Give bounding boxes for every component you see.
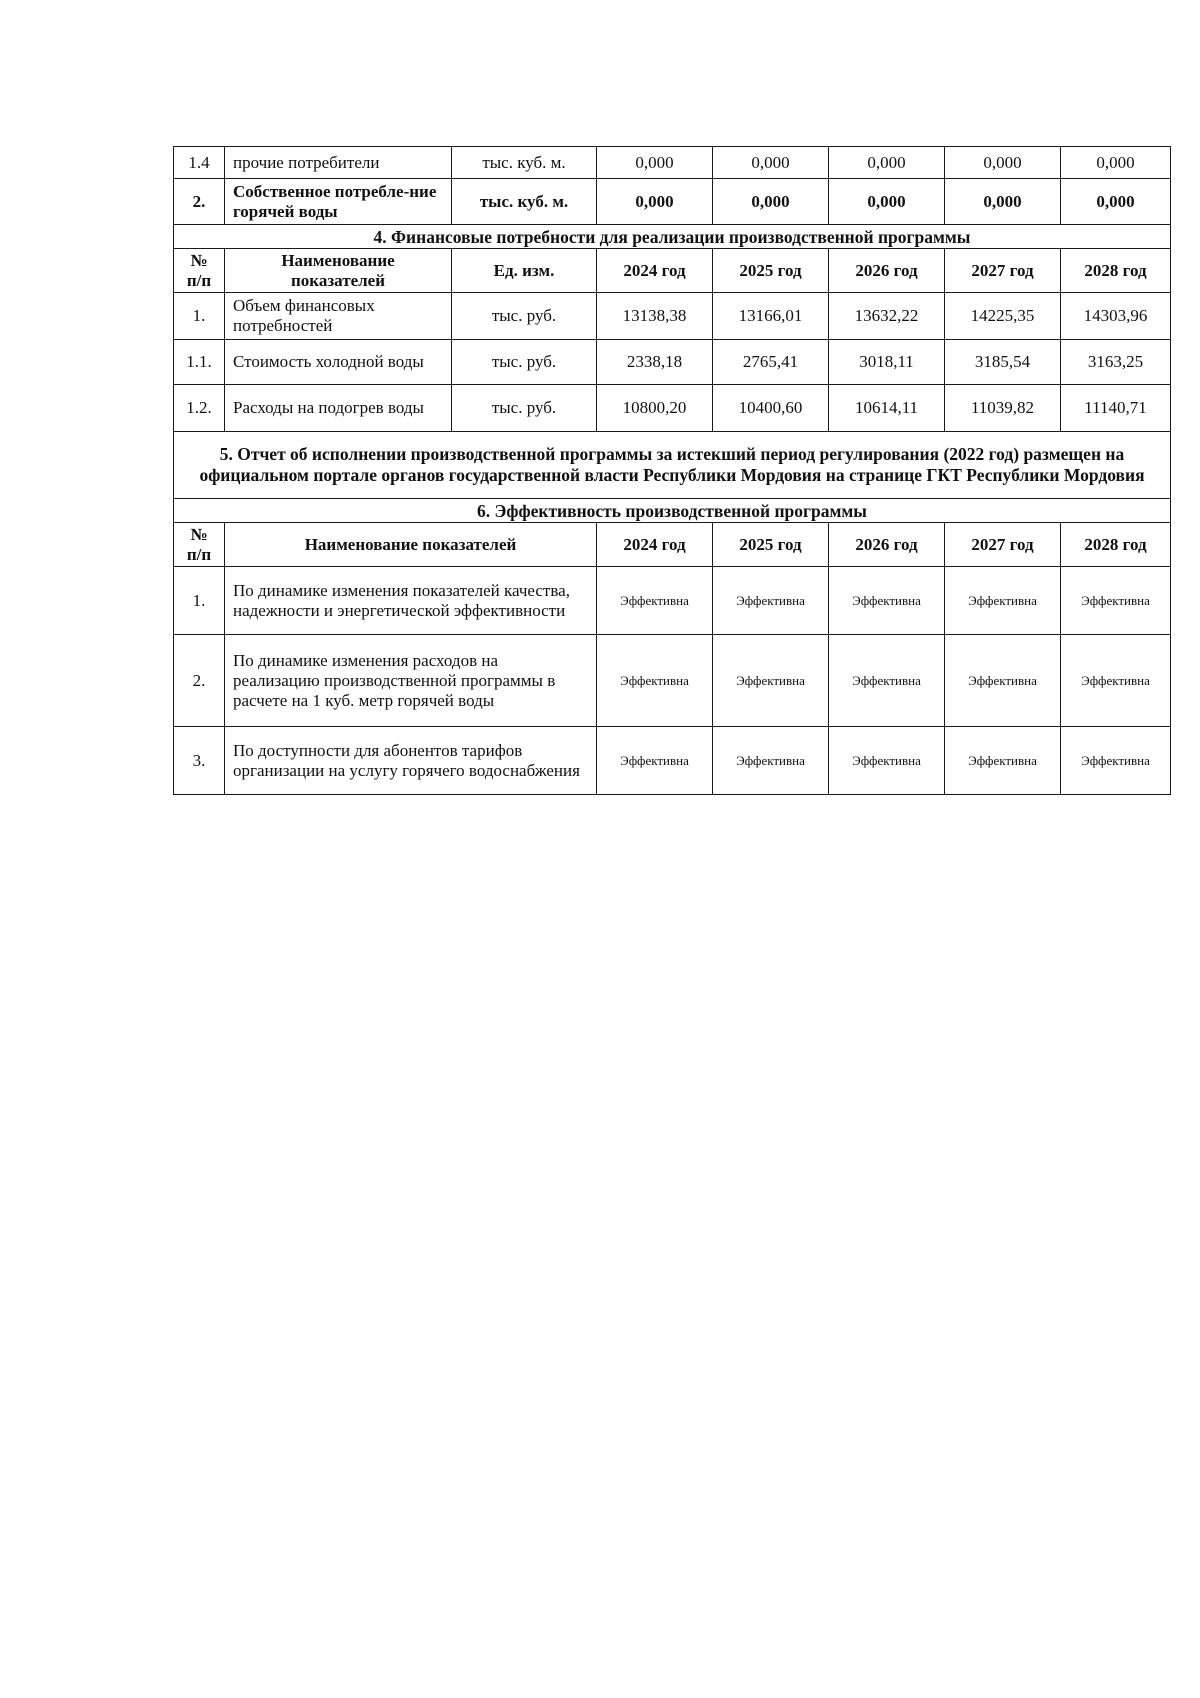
row-number: 1. xyxy=(174,293,225,340)
section-title-row xyxy=(174,225,1171,249)
row-value-2026: 0,000 xyxy=(829,147,945,179)
row-value-2026: Эффективна xyxy=(829,567,945,635)
section-6-title: 6. Эффективность производственной программы xyxy=(174,499,1171,523)
row-value-2028: 0,000 xyxy=(1061,179,1171,225)
row-value-2028: Эффективна xyxy=(1061,635,1171,727)
table-row xyxy=(174,340,1171,385)
row-unit: тыс. куб. м. xyxy=(452,179,597,225)
header-num: № п/п xyxy=(174,523,225,567)
row-unit: тыс. руб. xyxy=(452,293,597,340)
table-header-row xyxy=(174,249,1171,293)
row-number: 1. xyxy=(174,567,225,635)
row-value-2028: 0,000 xyxy=(1061,147,1171,179)
row-value-2027: 14225,35 xyxy=(945,293,1061,340)
section-4-title: 4. Финансовые потребности для реализации производственной программы xyxy=(174,225,1171,249)
row-number: 2. xyxy=(174,179,225,225)
section-5-text: 5. Отчет об исполнении производственной программы за истекший период регулирования (2022 год) размещен на официальном портале органов государственной власти Республики Мордовия на странице ГКТ Республики Мордовия xyxy=(174,432,1171,499)
row-value-2026: 13632,22 xyxy=(829,293,945,340)
row-unit: тыс. куб. м. xyxy=(452,147,597,179)
row-name: Расходы на подогрев воды xyxy=(225,385,452,432)
header-year-2024: 2024 год xyxy=(597,523,713,567)
header-num: № п/п xyxy=(174,249,225,293)
header-year-2028: 2028 год xyxy=(1061,523,1171,567)
table-row xyxy=(174,179,1171,225)
row-value-2028: 14303,96 xyxy=(1061,293,1171,340)
row-name: По доступности для абонентов тарифов организации на услугу горячего водоснабжения xyxy=(225,727,597,795)
row-value-2025: 0,000 xyxy=(713,147,829,179)
row-number: 1.4 xyxy=(174,147,225,179)
row-name: По динамике изменения показателей качества, надежности и энергетической эффективности xyxy=(225,567,597,635)
row-value-2024: 10800,20 xyxy=(597,385,713,432)
table-row xyxy=(174,567,1171,635)
row-value-2027: Эффективна xyxy=(945,727,1061,795)
row-value-2027: 0,000 xyxy=(945,147,1061,179)
table-row xyxy=(174,727,1171,795)
row-value-2024: 0,000 xyxy=(597,147,713,179)
header-name: Наименование показателей xyxy=(225,249,452,293)
header-year-2026: 2026 год xyxy=(829,249,945,293)
row-value-2026: 10614,11 xyxy=(829,385,945,432)
header-year-2027: 2027 год xyxy=(945,523,1061,567)
row-value-2024: 0,000 xyxy=(597,179,713,225)
row-value-2026: 0,000 xyxy=(829,179,945,225)
table-row xyxy=(174,293,1171,340)
row-value-2027: 3185,54 xyxy=(945,340,1061,385)
row-value-2027: 0,000 xyxy=(945,179,1061,225)
row-value-2025: Эффективна xyxy=(713,635,829,727)
table-row xyxy=(174,147,1171,179)
header-year-2025: 2025 год xyxy=(713,523,829,567)
row-value-2024: 2338,18 xyxy=(597,340,713,385)
row-value-2024: 13138,38 xyxy=(597,293,713,340)
row-value-2025: 0,000 xyxy=(713,179,829,225)
row-value-2024: Эффективна xyxy=(597,727,713,795)
table-header-row xyxy=(174,523,1171,567)
row-value-2025: Эффективна xyxy=(713,727,829,795)
header-name: Наименование показателей xyxy=(225,523,597,567)
header-year-2024: 2024 год xyxy=(597,249,713,293)
row-value-2027: 11039,82 xyxy=(945,385,1061,432)
header-unit: Ед. изм. xyxy=(452,249,597,293)
row-value-2025: 10400,60 xyxy=(713,385,829,432)
row-value-2028: 3163,25 xyxy=(1061,340,1171,385)
row-number: 1.2. xyxy=(174,385,225,432)
row-value-2028: Эффективна xyxy=(1061,727,1171,795)
row-value-2027: Эффективна xyxy=(945,567,1061,635)
row-value-2026: Эффективна xyxy=(829,635,945,727)
row-value-2025: Эффективна xyxy=(713,567,829,635)
row-value-2027: Эффективна xyxy=(945,635,1061,727)
row-value-2028: Эффективна xyxy=(1061,567,1171,635)
row-name: Объем финансовых потребностей xyxy=(225,293,452,340)
row-name: Собственное потребле-ние горячей воды xyxy=(225,179,452,225)
table-row xyxy=(174,635,1171,727)
production-program-table xyxy=(173,146,1171,795)
section-title-row xyxy=(174,499,1171,523)
row-number: 1.1. xyxy=(174,340,225,385)
section-title-row xyxy=(174,432,1171,499)
table-row xyxy=(174,385,1171,432)
row-value-2024: Эффективна xyxy=(597,635,713,727)
row-value-2026: 3018,11 xyxy=(829,340,945,385)
header-year-2025: 2025 год xyxy=(713,249,829,293)
row-name: По динамике изменения расходов на реализацию производственной программы в расчете на 1 куб. метр горячей воды xyxy=(225,635,597,727)
row-value-2025: 2765,41 xyxy=(713,340,829,385)
row-value-2028: 11140,71 xyxy=(1061,385,1171,432)
row-unit: тыс. руб. xyxy=(452,340,597,385)
header-year-2028: 2028 год xyxy=(1061,249,1171,293)
row-name: прочие потребители xyxy=(225,147,452,179)
header-year-2027: 2027 год xyxy=(945,249,1061,293)
row-number: 3. xyxy=(174,727,225,795)
header-year-2026: 2026 год xyxy=(829,523,945,567)
row-value-2025: 13166,01 xyxy=(713,293,829,340)
row-unit: тыс. руб. xyxy=(452,385,597,432)
row-value-2026: Эффективна xyxy=(829,727,945,795)
row-value-2024: Эффективна xyxy=(597,567,713,635)
row-number: 2. xyxy=(174,635,225,727)
row-name: Стоимость холодной воды xyxy=(225,340,452,385)
